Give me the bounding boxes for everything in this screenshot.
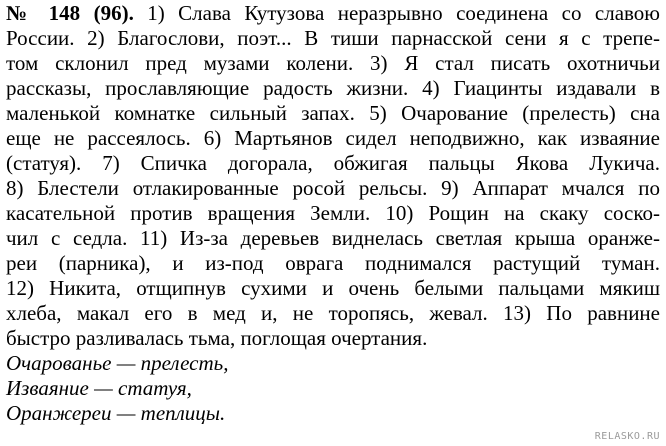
exercise-line-4: рассказы, прославляющие радость жизни. 4) Гиацинты издавали в xyxy=(6,76,660,100)
exercise-line-1 xyxy=(6,1,660,26)
exercise-line-10: чил с седла. 11) Из-за деревьев виднелась светлая крыша оранже- xyxy=(6,226,660,250)
synonym-line-3: Оранжереи — теплицы. xyxy=(6,401,226,425)
exercise-line-7: (статуя). 7) Спичка догорала, обжигая пальцы Якова Лукича. xyxy=(6,151,660,175)
exercise-line-9: касательной против вращения Земли. 10) Рощин на скаку соско- xyxy=(6,201,660,225)
exercise-line-5: маленькой комнатке сильный запах. 5) Очарование (прелесть) сна xyxy=(6,101,660,125)
exercise-line-13: хлеба, макал его в мед и, не торопясь, жевал. 13) По равнине xyxy=(6,301,660,325)
exercise-line-11: реи (парника), и из-под оврага поднимался растущий туман. xyxy=(6,251,660,275)
exercise-line-2: России. 2) Благослови, поэт... В тиши парнасской сени я с трепе- xyxy=(6,26,660,50)
synonym-line-2: Изваяние — статуя, xyxy=(6,376,192,400)
exercise-line-1-text: 1) Слава Кутузова неразрывно соединена со славою xyxy=(133,1,660,25)
exercise-line-6: еще не рассеялось. 6) Мартьянов сидел неподвижно, как изваяние xyxy=(6,126,660,150)
synonym-line-1: Очарованье — прелесть, xyxy=(6,351,229,375)
exercise-line-12: 12) Никита, отщипнув сухими и очень белыми пальцами мякиш xyxy=(6,276,660,300)
exercise-line-3: том склонил пред музами колени. 3) Я стал писать охотничьи xyxy=(6,51,660,75)
exercise-line-8: 8) Блестели отлакированные росой рельсы. 9) Аппарат мчался по xyxy=(6,176,660,200)
exercise-text xyxy=(6,1,660,426)
exercise-number: № 148 (96). xyxy=(6,1,134,25)
exercise-line-14: быстро разливалась тьма, поглощая очертания. xyxy=(6,326,428,350)
site-watermark: RELASKO.RU xyxy=(594,431,660,442)
